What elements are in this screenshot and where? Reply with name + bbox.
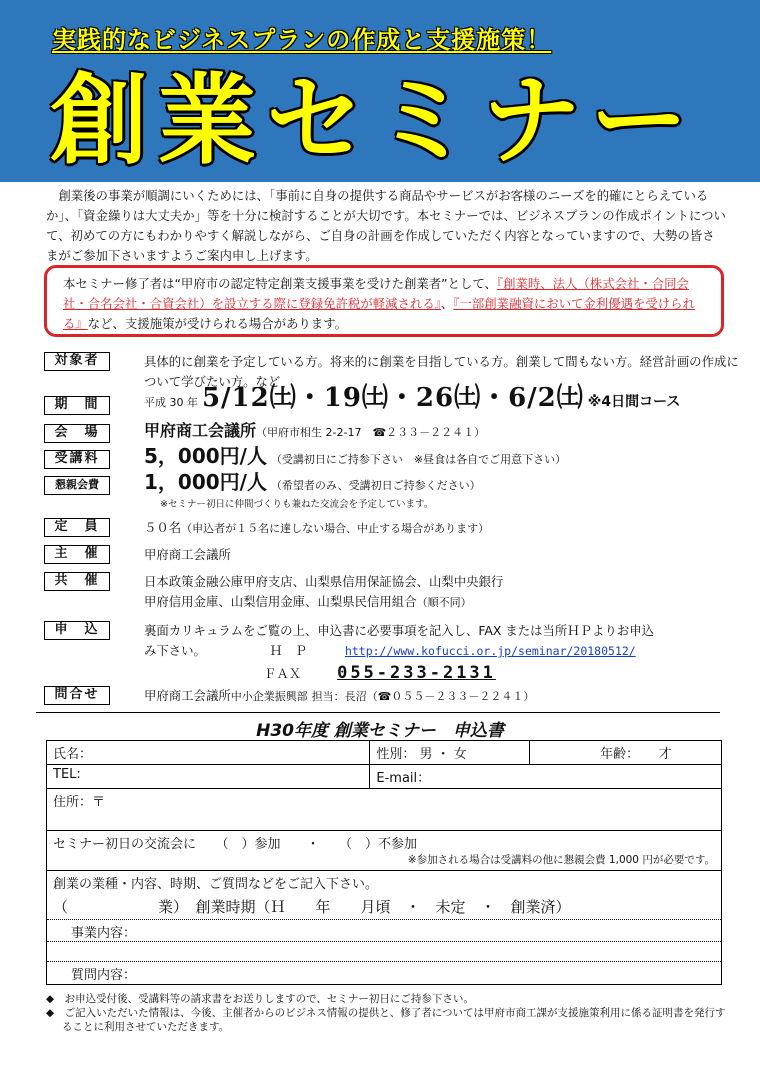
label-party: 懇親会費	[44, 476, 110, 495]
party-question[interactable]: セミナー初日の交流会に （ ）参加 ・ （ ）不参加	[53, 837, 418, 852]
contact-dept: 中小企業振興部	[230, 690, 308, 703]
venue-address: （甲府市相生 2-2-17 ☎２３３－２２４１）	[256, 426, 486, 439]
application-form	[46, 740, 722, 985]
party-note: （希望者のみ、受講初日ご持参ください）	[270, 479, 481, 492]
question-field[interactable]: 質問内容：	[71, 968, 137, 983]
fee-note: （受講初日にご持参下さい ※昼食は各自でご用意下さい）	[270, 453, 567, 466]
notice-box	[44, 265, 724, 337]
capacity-value: ５０名	[144, 520, 182, 535]
venue-name: 甲府商工会議所	[144, 421, 257, 440]
hp-link[interactable]: http://www.kofucci.or.jp/seminar/20180512/	[344, 644, 636, 658]
cohost-line-1: 日本政策金融公庫甲府支店、山梨県信用保証協会、山梨中央銀行	[144, 574, 504, 589]
form-title: H30年度 創業セミナー 申込書	[256, 721, 504, 741]
period-course: ※4日間コース	[587, 394, 681, 410]
host-value: 甲府商工会議所	[144, 547, 231, 562]
capacity-note: （申込者が１５名に達しない場合、中止する場合があります）	[181, 522, 490, 535]
party-amount: 1，000円/人	[144, 470, 267, 494]
label-contact: 問合せ	[44, 686, 110, 705]
name-field[interactable]: 氏名：	[47, 741, 370, 765]
notice-highlight-1: 『創業時、法人（株式会社・合同会社・合名会社・合資会社）を設立する際に登録免許税が軽減される』	[63, 276, 689, 311]
apply-line-1: 裏面カリキュラムをご覧の上、申込書に必要事項を記入し、FAX または当所ＨＰよりお申込	[144, 623, 655, 638]
label-target: 対象者	[44, 352, 110, 371]
footer-note-2: ◆ ご記入いただいた情報は、今後、主催者からのビジネス情報の提供と、修了者については甲府市商工課が支援施策利用に係る証明書を発行することに利用させていただきます。	[46, 1007, 726, 1033]
label-apply: 申 込	[44, 621, 110, 640]
cohost-note: （順不同）	[416, 596, 472, 609]
business-content-field[interactable]: 事業内容：	[47, 920, 721, 942]
label-host: 主 催	[44, 545, 110, 564]
contact-rest: 担当：長沼（☎０５５－２３３－２２４１）	[311, 690, 535, 703]
header-banner	[0, 0, 760, 182]
notice-text-3: など、支援施策が受けられる場合があります。	[87, 316, 347, 331]
label-capacity: 定 員	[44, 518, 110, 537]
gender-field[interactable]: 性別： 男 ・ 女	[370, 741, 530, 765]
hp-label: Ｈ Ｐ	[269, 643, 308, 658]
notice-text-2: 、	[440, 296, 454, 311]
cohost-line-2: 甲府信用金庫、山梨信用金庫、山梨県民信用組合	[144, 594, 417, 609]
age-field[interactable]: 年齢： 才	[530, 741, 722, 765]
fee-amount: 5，000円/人	[144, 444, 267, 468]
fax-number: 055-233-2131	[337, 663, 496, 683]
business-content-line[interactable]	[47, 942, 721, 962]
label-venue: 会 場	[44, 424, 110, 443]
business-question: 創業の業種・内容、時期、ご質問などをご記入下さい。	[53, 877, 379, 892]
fax-label: ＦＡＸ	[264, 666, 302, 681]
period-year: 平成 30 年	[144, 396, 198, 409]
address-field[interactable]: 住所：〒	[47, 789, 722, 831]
label-fee: 受講料	[44, 450, 110, 469]
party-form-note: ※参加される場合は受講料の他に懇親会費 1,000 円が必要です。	[407, 854, 715, 866]
business-line[interactable]: （ 業） 創業時期（Ｈ 年 月頃 ・ 未定 ・ 創業済）	[47, 894, 721, 920]
contact-value: 甲府商工会議所	[144, 688, 231, 703]
email-field[interactable]: E-mail：	[370, 765, 722, 789]
notice-highlight-2: 『一部創業融資において金利優遇を受けられる』	[63, 296, 695, 331]
label-cohost: 共 催	[44, 572, 110, 591]
tel-field[interactable]: TEL:	[47, 765, 370, 789]
period-dates: 5/12㈯・19㈯・26㈯・6/2㈯	[201, 383, 584, 413]
subtitle: 実践的なビジネスプランの作成と支援施策！	[52, 26, 552, 54]
intro-text: 創業後の事業が順調にいくためには、「事前に自身の提供する商品やサービスがお客様のニーズを的確にとらえているか」、「資金繰りは大丈夫か」等を十分に検討することが大切です。本セミナーでは、ビジネスプランの作成ポイントについて、初めての方にもわかりやすく解説しながら、ご自身の計画を作成していただく内容となっていますので、大勢の皆さまがご参加下さいますようご案内申し上げます。	[46, 188, 726, 263]
footer-note-1: ◆ お申込受付後、受講料等の請求書をお送りしますので、セミナー初日にご持参下さい。	[46, 993, 474, 1005]
label-period: 期 間	[44, 396, 110, 415]
party-subnote: ※セミナー初日に仲間づくりも兼ねた交流会を予定しています。	[160, 499, 434, 510]
value-target: 具体的に創業を予定している方。将来的に創業を目指している方。創業して間もない方。経営計画の作成について学びたい方。など	[144, 354, 739, 389]
notice-text-1: 本セミナー修了者は“甲府市の認定特定創業支援事業を受けた創業者”として、	[63, 276, 497, 291]
section-divider	[36, 712, 720, 713]
apply-line-2: み下さい。	[144, 643, 206, 658]
page-title: 創業セミナー	[50, 64, 699, 178]
